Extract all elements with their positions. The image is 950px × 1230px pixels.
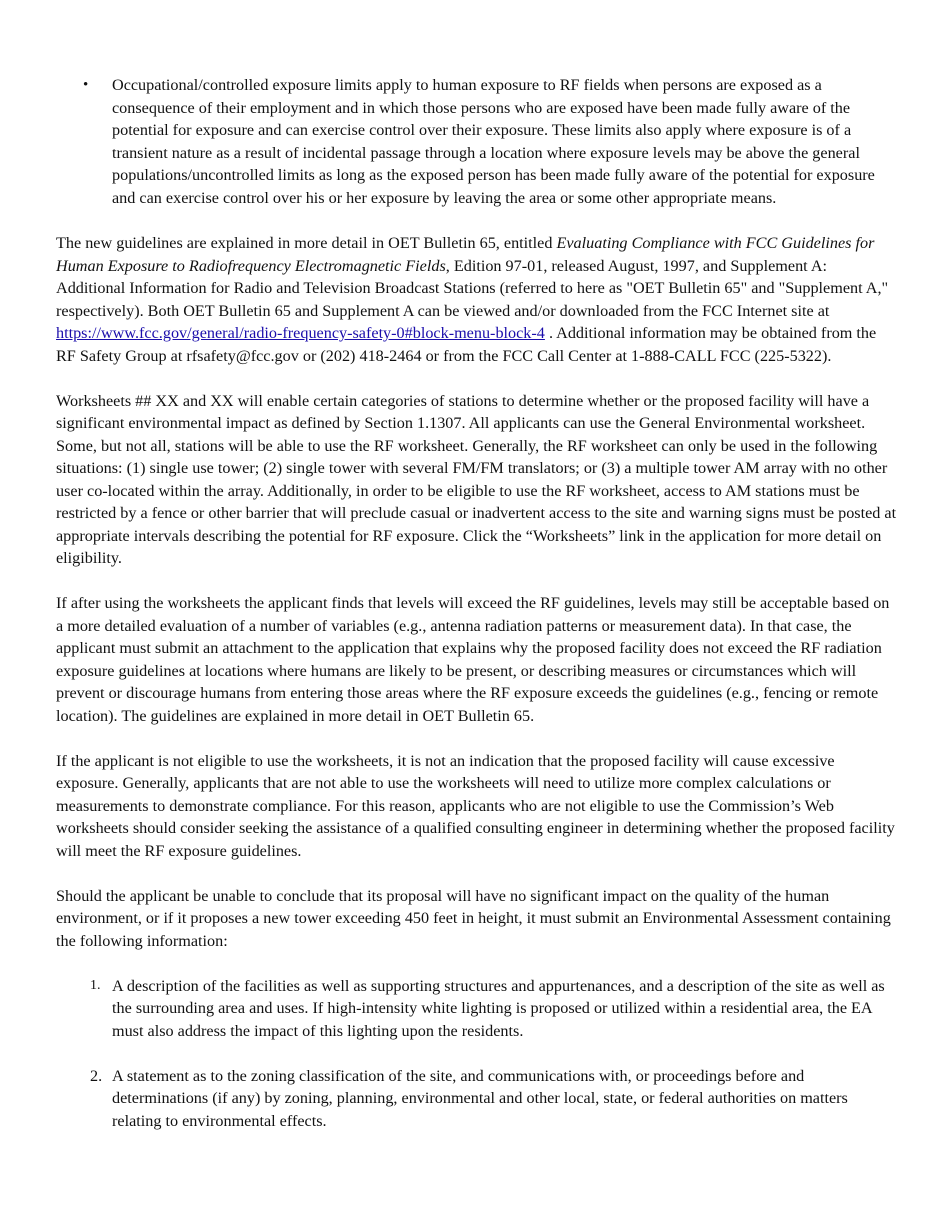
list-number: 1. (90, 977, 101, 993)
list-item-text: A statement as to the zoning classification of the site, and communications with, or proceedings before and determinations (if any) by zoning, planning, environmental and other local, state, or federal authorities on matters relating to environmental effects. (112, 1066, 848, 1130)
bulletin-title: Evaluating Compliance with FCC Guidelines for Human Exposure to Radiofrequency Electromagnetic Fields (56, 234, 875, 275)
list-number: 2. (90, 1066, 103, 1085)
worksheets-paragraph: Worksheets ## XX and XX will enable certain categories of stations to determine whether or the proposed facility will have a significant environmental impact as defined by Section 1.1307. All applicants can use the General Environmental worksheet. Some, but not all, stations will be able to use the RF worksheet. Generally, the RF worksheet can only be used in the following situations: (1) single use tower; (2) single tower with several FM/FM translators; or (3) a multiple tower AM array with no other user co-located within the array. Additionally, in order to be eligible to use the RF worksheet, access to AM stations must be restricted by a fence or other barrier that will preclude casual or inadvertent access to the site and warning signs must be posted at appropriate intervals describing the potential for RF exposure. Click the “Worksheets” link in the application for more detail on eligibility. (56, 391, 897, 567)
not-eligible-paragraph: If the applicant is not eligible to use the worksheets, it is not an indication that the proposed facility will cause excessive exposure. Generally, applicants that are not able to use the worksheets will need to utilize more complex calculations or measurements to demonstrate compliance. For this reason, applicants who are not eligible to use the Commission’s Web worksheets should consider seeking the assistance of a qualified consulting engineer in determining whether the proposed facility will meet the RF exposure guidelines. (56, 751, 895, 860)
exceed-guidelines-paragraph: If after using the worksheets the applicant finds that levels will exceed the RF guidelines, levels may still be acceptable based on a more detailed evaluation of a number of variables (e.g., antenna radiation patterns or measurement data). In that case, the applicant must submit an attachment to the application that explains why the proposed facility does not exceed the RF radiation exposure guidelines at locations where humans are likely to be present, or describing measures or circumstances which will prevent or discourage humans from entering those areas where the RF exposure exceeds the guidelines (e.g., fencing or remote location). The guidelines are explained in more detail in OET Bulletin 65. (56, 594, 890, 725)
list-item (56, 1065, 898, 1133)
list-item (56, 975, 898, 1043)
environmental-assessment-paragraph: Should the applicant be unable to conclude that its proposal will have no significant impact on the quality of the human environment, or if it proposes a new tower exceeding 450 feet in height, it must submit an Environmental Assessment containing the following information: (56, 886, 891, 950)
list-item-text: A description of the facilities as well as supporting structures and appurtenances, and a description of the site as well as the surrounding area and uses. If high-intensity white lighting is proposed or utilized within a residential area, the EA must also address the impact of this lighting upon the residents. (112, 976, 885, 1040)
guidelines-paragraph (56, 232, 898, 367)
bullet-text: Occupational/controlled exposure limits apply to human exposure to RF fields when persons are exposed as a consequence of their employment and in which those persons who are exposed have been made fully aware of the potential for exposure and can exercise control over their exposure. These limits also apply where exposure is of a transient nature as a result of incidental passage through a location where exposure levels may be above the general populations/uncontrolled limits as long as the exposed person has been made fully aware of the potential for exposure and can exercise control over his or her exposure by leaving the area or some other appropriate means. (112, 76, 875, 207)
guidelines-middle: , Edition 97-01, released August, 1997, and Supplement A: Additional Information for Radio and Television Broadcast Stations (referred to here as "OET Bulletin 65" and "Supplement A," respectively). Both OET Bulletin 65 and Supplement A can be viewed and/or downloaded from the FCC Internet site at (56, 256, 889, 320)
guidelines-lead: The new guidelines are explained in more detail in OET Bulletin 65, entitled (56, 234, 557, 252)
fcc-rf-safety-link[interactable]: https://www.fcc.gov/general/radio-frequency-safety-0#block-menu-block-4 (56, 324, 545, 342)
document-page (56, 74, 898, 1155)
bullet-icon: • (83, 77, 89, 93)
guidelines-tail: . Additional information may be obtained from the RF Safety Group at rfsafety@fcc.gov or (202) 418-2464 or from the FCC Call Center at 1-888-CALL FCC (225-5322). (56, 324, 877, 365)
occupational-exposure-bullet (56, 74, 898, 209)
